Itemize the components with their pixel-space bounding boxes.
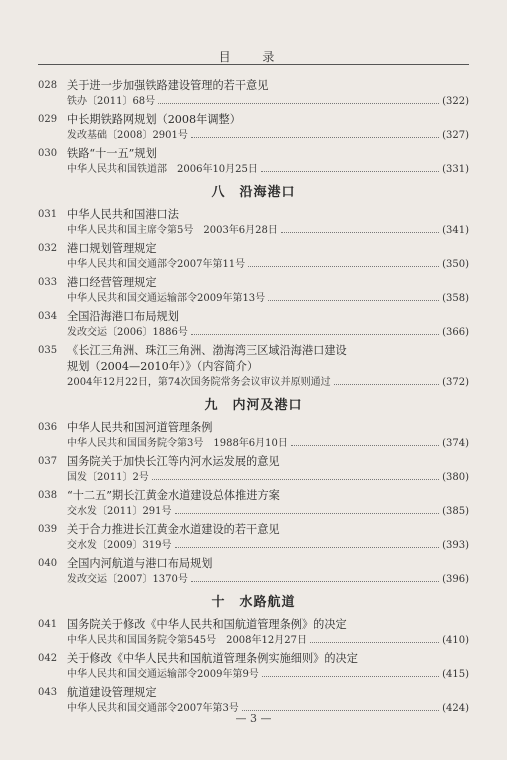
- entry-source-line: [38, 162, 469, 177]
- entry-source-line: [38, 94, 469, 109]
- entry-source: 交水发〔2011〕291号: [67, 506, 172, 517]
- entry-title-line: [38, 685, 469, 701]
- entry-source: 中华人民共和国交通部令2007年第11号: [67, 259, 246, 270]
- entry-number: 041: [38, 619, 58, 630]
- entry-page: (380): [442, 472, 469, 483]
- page-number: — 3 —: [235, 712, 272, 725]
- entry-source: 国发〔2011〕2号: [67, 472, 149, 483]
- entry-number: 028: [38, 80, 58, 91]
- entry-number: 031: [38, 209, 58, 220]
- entry-number: 038: [38, 490, 58, 501]
- entry-source-line: [38, 325, 469, 340]
- dot-leader: [175, 504, 440, 514]
- table-of-contents: [38, 78, 469, 719]
- header-title: 目 录: [218, 50, 289, 64]
- toc-entry: [38, 454, 469, 485]
- toc-entry: [38, 78, 469, 109]
- entry-source: 铁办〔2011〕68号: [67, 96, 156, 107]
- entry-page: (327): [442, 130, 469, 141]
- entry-title-line: [38, 556, 469, 572]
- entry-source: 发改交运〔2007〕1370号: [67, 574, 188, 585]
- entry-page: (410): [442, 635, 469, 646]
- entry-title: 国务院关于加快长江等内河水运发展的意见: [67, 455, 280, 468]
- dot-leader: [334, 375, 439, 385]
- toc-entry: [38, 617, 469, 648]
- entry-source: 中华人民共和国主席令第5号 2003年6月28日: [67, 225, 278, 236]
- entry-source-line: [38, 633, 469, 648]
- entry-page: (366): [442, 327, 469, 338]
- entry-title: 关于进一步加强铁路建设管理的若干意见: [67, 79, 269, 92]
- entry-number: 030: [38, 148, 58, 159]
- entry-number: 043: [38, 687, 58, 698]
- dot-leader: [268, 291, 439, 301]
- entry-page: (350): [442, 259, 469, 270]
- entry-page: (415): [442, 669, 469, 680]
- entry-title-continued: 规划（2004—2010年）》（内容简介）: [67, 360, 259, 373]
- entry-title: 中华人民共和国河道管理条例: [67, 421, 213, 434]
- entry-source-line: [38, 470, 469, 485]
- entry-page: (358): [442, 293, 469, 304]
- dot-leader: [158, 94, 439, 104]
- dot-leader: [310, 633, 439, 643]
- entry-title: 铁路“十一五”规划: [67, 147, 157, 160]
- entry-page: (341): [442, 225, 469, 236]
- entry-title: 全国沿海港口布局规划: [67, 310, 179, 323]
- entry-title: 国务院关于修改《中华人民共和国航道管理条例》的决定: [67, 618, 347, 631]
- entry-title: 全国内河航道与港口布局规划: [67, 557, 213, 570]
- toc-entry: [38, 522, 469, 553]
- entry-source: 中华人民共和国交通部令2007年第3号: [67, 703, 239, 714]
- entry-source: 发改交运〔2006〕1886号: [67, 327, 188, 338]
- entry-source-line: [38, 667, 469, 682]
- entry-title: “十二五”期长江黄金水道建设总体推进方案: [67, 489, 280, 502]
- entry-number-spacer: [38, 359, 67, 375]
- entry-title-line: [38, 454, 469, 470]
- entry-page: (393): [442, 540, 469, 551]
- entry-source: 中华人民共和国交通运输部令2009年第13号: [67, 293, 266, 304]
- entry-title: 港口经营管理规定: [67, 276, 157, 289]
- dot-leader: [281, 223, 439, 233]
- entry-title-line: [38, 112, 469, 128]
- toc-entry: [38, 556, 469, 587]
- entry-page: (372): [442, 377, 469, 388]
- page-header: [38, 42, 469, 65]
- entry-page: (385): [442, 506, 469, 517]
- dot-leader: [261, 162, 439, 172]
- entry-source-line: [38, 257, 469, 272]
- entry-number: 039: [38, 524, 58, 535]
- entry-title-line: [38, 488, 469, 504]
- toc-entry: [38, 146, 469, 177]
- entry-source-line: [38, 223, 469, 238]
- entry-page: (322): [442, 96, 469, 107]
- entry-number: 040: [38, 558, 58, 569]
- entry-number: 042: [38, 653, 58, 664]
- toc-entry: [38, 309, 469, 340]
- toc-entry: [38, 207, 469, 238]
- toc-entry: [38, 343, 469, 390]
- dot-leader: [191, 572, 439, 582]
- dot-leader: [175, 538, 440, 548]
- entry-page: (374): [442, 438, 469, 449]
- dot-leader: [291, 436, 439, 446]
- dot-leader: [191, 128, 439, 138]
- entry-source: 交水发〔2009〕319号: [67, 540, 172, 551]
- dot-leader: [248, 257, 439, 267]
- dot-leader: [191, 325, 439, 335]
- entry-page: (331): [442, 164, 469, 175]
- entry-title-line: [38, 617, 469, 633]
- entry-page: (396): [442, 574, 469, 585]
- entry-title-line: [38, 420, 469, 436]
- entry-title: 《长江三角洲、珠江三角洲、渤海湾三区域沿海港口建设: [67, 344, 347, 357]
- toc-entry: [38, 420, 469, 451]
- entry-number: 032: [38, 243, 58, 254]
- entry-title-line: [38, 241, 469, 257]
- entry-title-line: [38, 275, 469, 291]
- toc-entry: [38, 651, 469, 682]
- entry-number: 037: [38, 456, 58, 467]
- dot-leader: [242, 701, 439, 711]
- entry-number: 035: [38, 345, 58, 356]
- section-heading: 八 沿海港口: [211, 185, 296, 200]
- entry-source-line: [38, 128, 469, 143]
- entry-title: 关于合力推进长江黄金水道建设的若干意见: [67, 523, 280, 536]
- entry-source: 中华人民共和国铁道部 2006年10月25日: [67, 164, 258, 175]
- entry-title: 中华人民共和国港口法: [67, 208, 179, 221]
- toc-entry: [38, 488, 469, 519]
- entry-source-line: [38, 436, 469, 451]
- dot-leader: [262, 667, 439, 677]
- section-heading: 十 水路航道: [211, 595, 296, 610]
- entry-source: 发改基础〔2008〕2901号: [67, 130, 188, 141]
- entry-source: 中华人民共和国交通运输部令2009年第9号: [67, 669, 259, 680]
- toc-entry: [38, 275, 469, 306]
- entry-title-line: [38, 651, 469, 667]
- toc-entry: [38, 112, 469, 143]
- entry-number: 036: [38, 422, 58, 433]
- entry-title-line: [38, 522, 469, 538]
- entry-title: 中长期铁路网规划（2008年调整）: [67, 113, 241, 126]
- entry-title: 关于修改《中华人民共和国航道管理条例实施细则》的决定: [67, 652, 358, 665]
- section-heading: 九 内河及港口: [204, 398, 303, 413]
- entry-page: (424): [442, 703, 469, 714]
- entry-title-line: [38, 359, 469, 375]
- entry-source-line: [38, 504, 469, 519]
- entry-title-line: [38, 78, 469, 94]
- entry-source-line: [38, 291, 469, 306]
- entry-title: 航道建设管理规定: [67, 686, 157, 699]
- entry-source-line: [38, 572, 469, 587]
- entry-source: 2004年12月22日，第74次国务院常务会议审议并原则通过: [67, 377, 331, 388]
- entry-number: 033: [38, 277, 58, 288]
- entry-title-line: [38, 343, 469, 359]
- entry-source-line: [38, 538, 469, 553]
- entry-number: 029: [38, 114, 58, 125]
- entry-title-line: [38, 309, 469, 325]
- entry-source: 中华人民共和国国务院令第545号 2008年12月27日: [67, 635, 307, 646]
- entry-source-line: [38, 375, 469, 390]
- entry-number: 034: [38, 311, 58, 322]
- entry-title: 港口规划管理规定: [67, 242, 157, 255]
- entry-title-line: [38, 207, 469, 223]
- entry-title-line: [38, 146, 469, 162]
- entry-source: 中华人民共和国国务院令第3号 1988年6月10日: [67, 438, 288, 449]
- toc-entry: [38, 241, 469, 272]
- dot-leader: [152, 470, 439, 480]
